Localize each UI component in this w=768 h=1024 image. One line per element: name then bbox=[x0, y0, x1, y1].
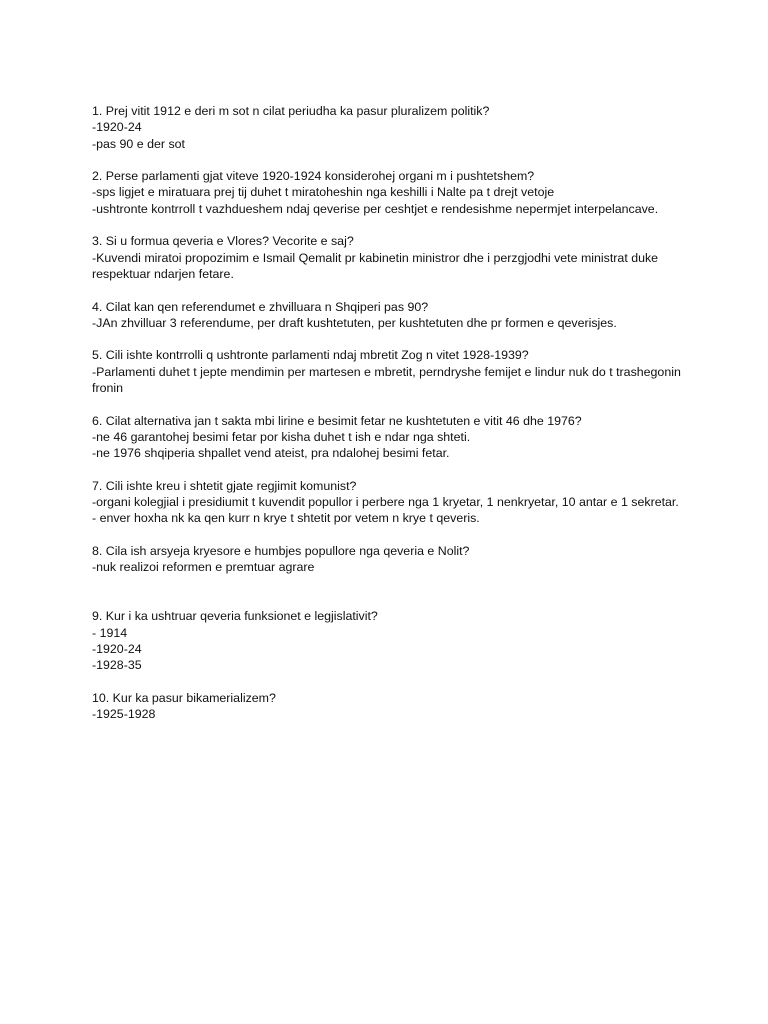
answer-2-2: -ushtronte kontrroll t vazhdueshem ndaj qeverise per ceshtjet e rendesishme nepermjet interpelancave. bbox=[92, 201, 659, 216]
question-9: 9. Kur i ka ushtruar qeveria funksionet e legjislativit? bbox=[92, 609, 378, 624]
qa-block-6 bbox=[92, 413, 692, 462]
qa-block-4 bbox=[92, 299, 692, 332]
answer-9-3: -1928-35 bbox=[92, 658, 142, 673]
answer-7-2: - enver hoxha nk ka qen kurr n krye t shtetit por vetem n krye t qeveris. bbox=[92, 511, 480, 526]
answer-9-2: -1920-24 bbox=[92, 641, 142, 656]
answer-3-1: -Kuvendi miratoi propozimim e Ismail Qemalit pr kabinetin ministror dhe i perzgjodhi vete ministrat duke respektuar ndarjen fetare. bbox=[92, 250, 659, 281]
question-7: 7. Cili ishte kreu i shtetit gjate regjimit komunist? bbox=[92, 478, 357, 493]
answer-4-1: -JAn zhvilluar 3 referendume, per draft kushtetuten, per kushtetuten dhe pr formen e qeverisjes. bbox=[92, 315, 617, 330]
answer-6-1: -ne 46 garantohej besimi fetar por kisha duhet t ish e ndar nga shteti. bbox=[92, 429, 471, 444]
question-3: 3. Si u formua qeveria e Vlores? Vecorite e saj? bbox=[92, 234, 354, 249]
answer-2-1: -sps ligjet e miratuara prej tij duhet t miratoheshin nga keshilli i Nalte pa t drejt vetoje bbox=[92, 185, 555, 200]
question-8: 8. Cila ish arsyeja kryesore e humbjes popullore nga qeveria e Nolit? bbox=[92, 544, 470, 559]
qa-block-5 bbox=[92, 347, 692, 396]
qa-block-1 bbox=[92, 103, 692, 152]
question-1: 1. Prej vitit 1912 e deri m sot n cilat periudha ka pasur pluralizem politik? bbox=[92, 104, 490, 118]
question-10: 10. Kur ka pasur bikamerializem? bbox=[92, 690, 276, 705]
question-2: 2. Perse parlamenti gjat viteve 1920-1924 konsiderohej organi m i pushtetshem? bbox=[92, 169, 535, 184]
answer-6-2: -ne 1976 shqiperia shpallet vend ateist, pra ndalohej besimi fetar. bbox=[92, 446, 450, 461]
document-body bbox=[92, 103, 692, 739]
qa-block-8 bbox=[92, 543, 692, 576]
answer-1-1: -1920-24 bbox=[92, 120, 142, 135]
question-4: 4. Cilat kan qen referendumet e zhvilluara n Shqiperi pas 90? bbox=[92, 299, 429, 314]
qa-block-10 bbox=[92, 690, 692, 723]
answer-1-2: -pas 90 e der sot bbox=[92, 136, 185, 151]
question-5: 5. Cili ishte kontrrolli q ushtronte parlamenti ndaj mbretit Zog n vitet 1928-1939? bbox=[92, 348, 529, 363]
answer-7-1: -organi kolegjial i presidiumit t kuvendit popullor i perbere nga 1 kryetar, 1 nenkryetar, 10 antar e 1 sekretar. bbox=[92, 495, 679, 510]
qa-block-3 bbox=[92, 233, 692, 282]
question-6: 6. Cilat alternativa jan t sakta mbi lirine e besimit fetar ne kushtetuten e vitit 46 dhe 1976? bbox=[92, 413, 582, 428]
answer-10-1: -1925-1928 bbox=[92, 706, 156, 721]
answer-9-1: - 1914 bbox=[92, 625, 128, 640]
answer-8-1: -nuk realizoi reformen e premtuar agrare bbox=[92, 560, 315, 575]
answer-5-1: -Parlamenti duhet t jepte mendimin per martesen e mbretit, perndryshe femijet e lindur nuk do t trashegonin fronin bbox=[92, 364, 681, 396]
qa-block-9 bbox=[92, 608, 692, 673]
qa-block-7 bbox=[92, 478, 692, 527]
qa-block-2 bbox=[92, 168, 692, 217]
